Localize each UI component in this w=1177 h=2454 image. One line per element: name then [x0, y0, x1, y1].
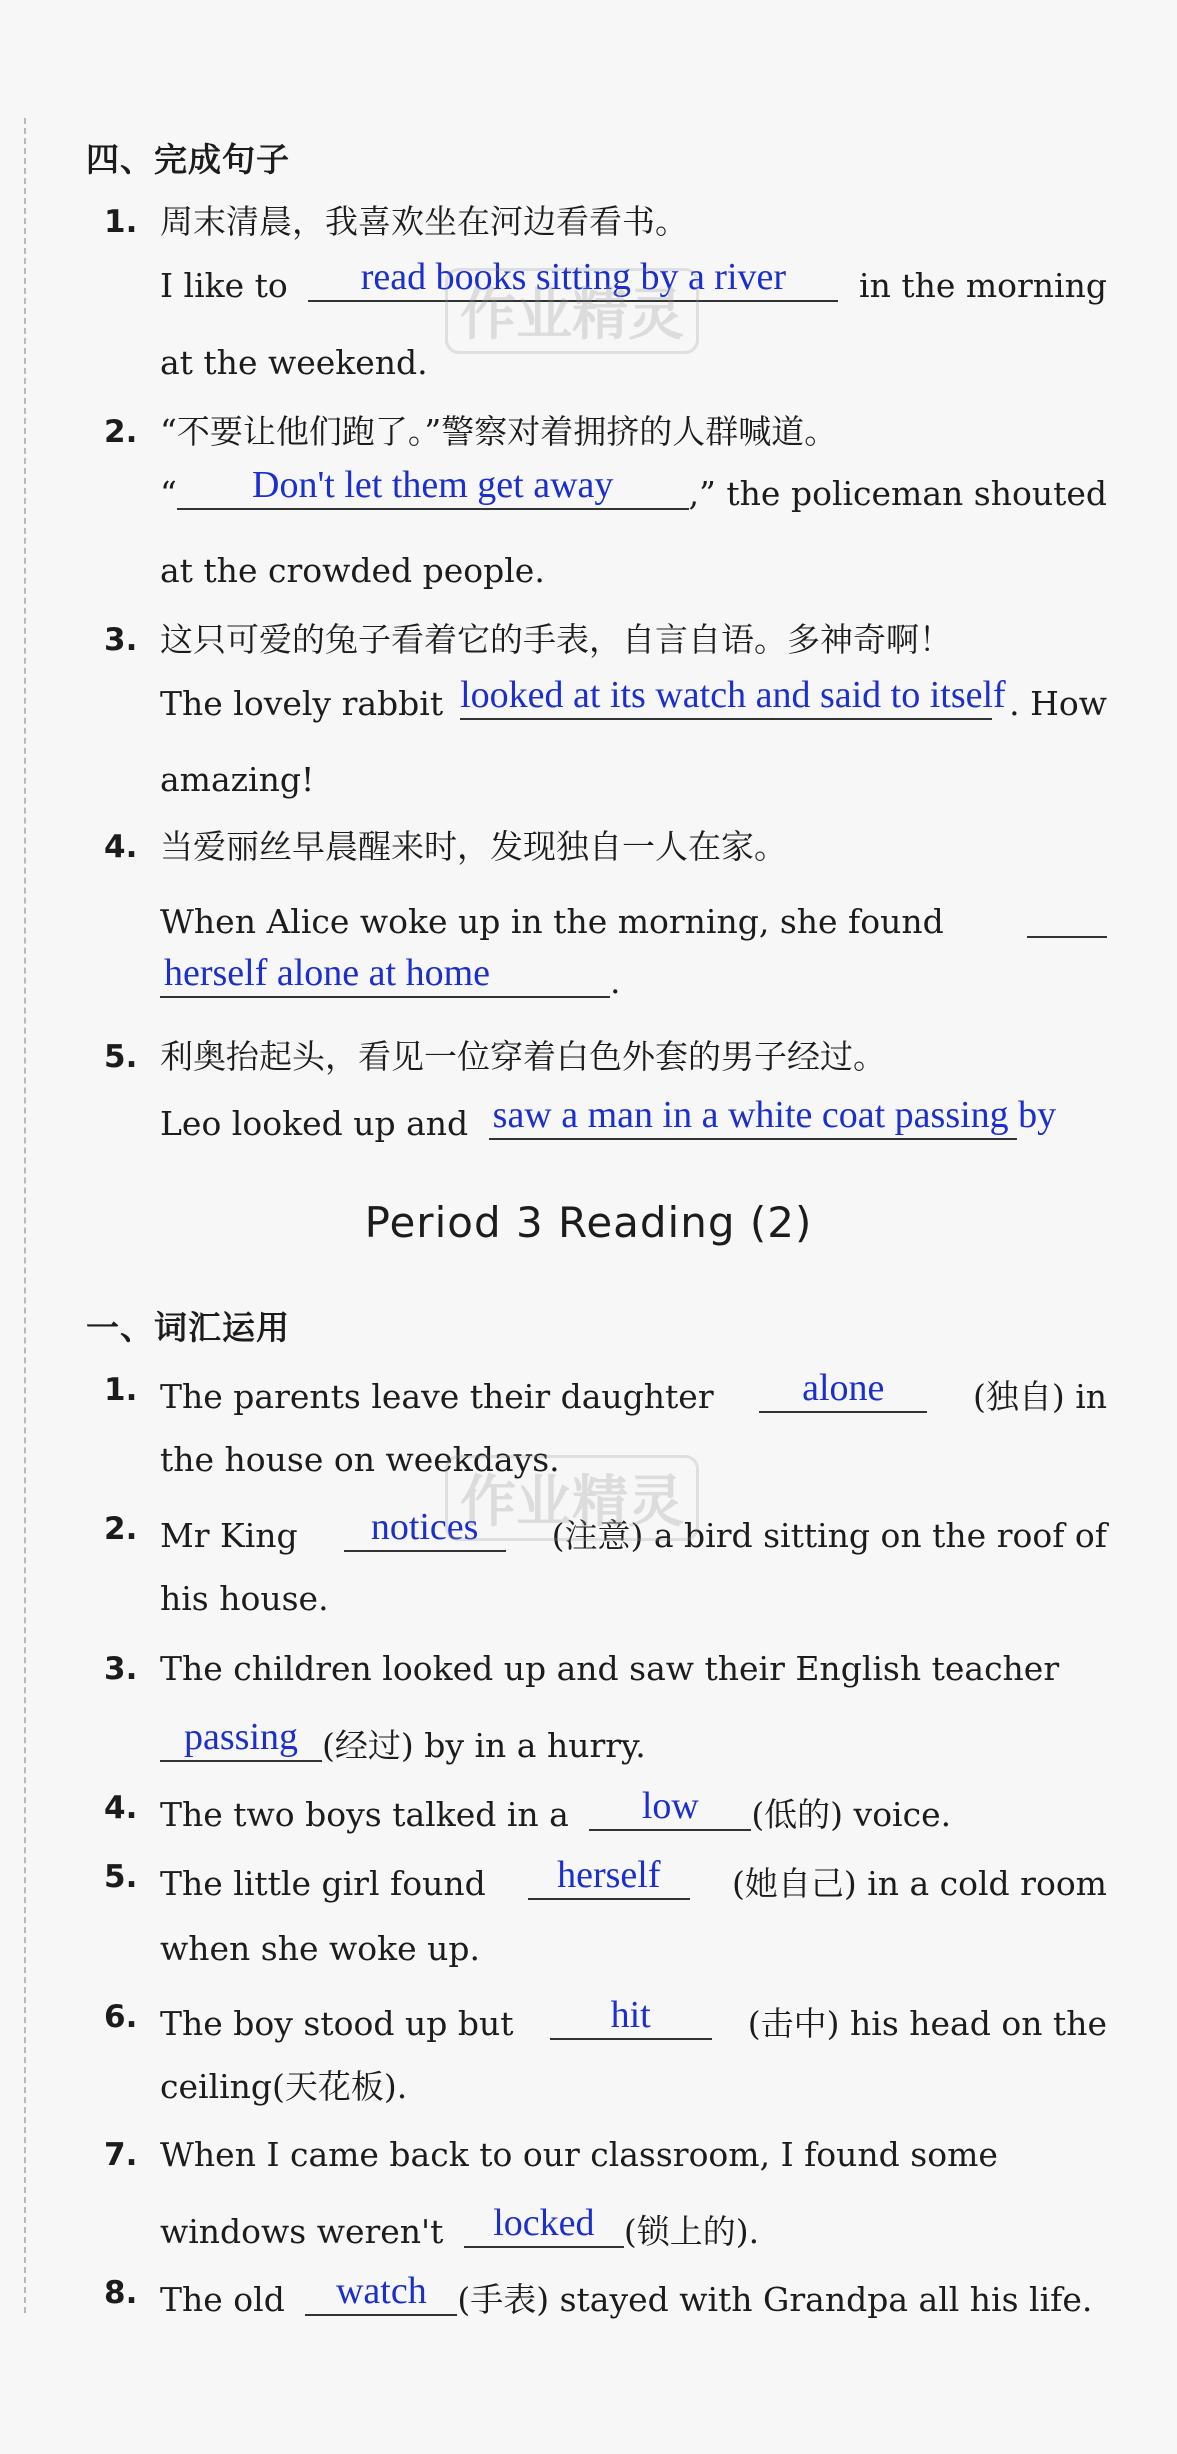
sentence-text: Mr King	[160, 1516, 298, 1555]
answer-blank[interactable]	[464, 2202, 624, 2248]
answer-text: passing	[184, 1716, 298, 1758]
item-number: 4.	[104, 829, 138, 865]
sentence-text: ,” the policeman shouted	[688, 474, 1107, 513]
sentence-text: The lovely rabbit	[160, 684, 444, 723]
sentence-text: .	[610, 962, 621, 1001]
sentence-continuation: amazing!	[160, 760, 315, 799]
vocab-sentence	[160, 2270, 1107, 2319]
period-title: Period 3 Reading (2)	[364, 1198, 813, 1247]
item-number: 6.	[104, 1999, 138, 2035]
vocab-sentence	[160, 1785, 1107, 1834]
answer-blank[interactable]	[589, 1785, 751, 1831]
item-number: 7.	[104, 2137, 138, 2173]
answer-blank[interactable]	[160, 952, 610, 998]
watermark-logo: 作业精灵	[445, 268, 699, 354]
answer-blank[interactable]	[305, 2270, 457, 2316]
item-number: 1.	[104, 1372, 138, 1408]
english-sentence	[160, 1094, 1107, 1143]
sentence-continuation: at the crowded people.	[160, 551, 545, 590]
english-sentence	[160, 464, 1107, 513]
vocab-sentence-line2	[160, 2202, 1107, 2251]
item-number: 1.	[104, 204, 138, 240]
item-number: 4.	[104, 1790, 138, 1826]
sentence-continuation: the house on weekdays.	[160, 1440, 560, 1479]
answer-blank[interactable]	[160, 1716, 322, 1762]
answer-blank[interactable]	[550, 1994, 712, 2040]
answer-text: read books sitting by a river	[360, 256, 787, 298]
chinese-sentence: 这只可爱的兔子看着它的手表，自言自语。多神奇啊！	[160, 620, 952, 659]
item-number: 5.	[104, 1859, 138, 1895]
english-sentence-line2	[160, 952, 1107, 1001]
sentence-continuation: his house.	[160, 1579, 329, 1618]
chinese-sentence: 当爱丽丝早晨醒来时，发现独自一人在家。	[160, 827, 787, 866]
chinese-sentence: 周末清晨，我喜欢坐在河边看看书。	[160, 202, 688, 241]
vocab-sentence: The children looked up and saw their English teacher	[160, 1649, 1060, 1688]
vocab-sentence: When I came back to our classroom, I found some	[160, 2135, 998, 2174]
answer-text: notices	[370, 1506, 479, 1548]
answer-text: herself	[557, 1854, 661, 1896]
watermark-logo: 作业精灵	[445, 1455, 699, 1541]
answer-text: herself alone at home	[164, 952, 491, 994]
answer-text: watch	[335, 2270, 427, 2312]
sentence-text: The two boys talked in a	[160, 1795, 569, 1834]
sentence-text: . How	[1009, 684, 1107, 723]
item-number: 8.	[104, 2275, 138, 2311]
answer-text: saw a man in a white coat passing by	[492, 1094, 1057, 1136]
answer-text: alone	[802, 1367, 885, 1409]
sentence-text: I like to	[160, 266, 288, 305]
answer-text: looked at its watch and said to itself	[460, 674, 1006, 716]
sentence-text: Leo looked up and	[160, 1104, 469, 1143]
item-number: 5.	[104, 1039, 138, 1075]
sentence-text: (独自) in	[972, 1377, 1107, 1416]
sentence-text: “	[160, 474, 177, 513]
answer-blank[interactable]	[177, 464, 689, 510]
sentence-text: (低的) voice.	[751, 1795, 952, 1834]
sentence-text: (注意) a bird sitting on the roof of	[551, 1516, 1107, 1555]
sentence-text: (击中) his head on the	[747, 2004, 1107, 2043]
answer-text: Don't let them get away	[252, 464, 614, 506]
answer-blank-start	[1027, 898, 1107, 938]
item-number: 3.	[104, 1651, 138, 1687]
sentence-continuation: at the weekend.	[160, 343, 428, 382]
sentence-continuation: when she woke up.	[160, 1929, 480, 1968]
section-title-vocabulary: 一、词汇运用	[86, 1308, 290, 1347]
answer-blank[interactable]	[460, 674, 1006, 720]
answer-blank[interactable]	[489, 1094, 1057, 1140]
chinese-sentence: “不要让他们跑了。”警察对着拥挤的人群喊道。	[160, 412, 838, 451]
item-number: 2.	[104, 414, 138, 450]
item-number: 3.	[104, 622, 138, 658]
sentence-text: in the morning	[859, 266, 1107, 305]
answer-text: locked	[493, 2202, 595, 2244]
sentence-text: The boy stood up but	[160, 2004, 514, 2043]
sentence-text: (她自己) in a cold room	[731, 1864, 1107, 1903]
sentence-text: (锁上的).	[623, 2212, 760, 2251]
vocab-sentence	[160, 1367, 1107, 1416]
sentence-continuation: ceiling(天花板).	[160, 2067, 408, 2106]
sentence-text: (手表) stayed with Grandpa all his life.	[457, 2280, 1093, 2319]
sentence-text: (经过) by in a hurry.	[322, 1726, 646, 1765]
english-sentence	[160, 674, 1107, 723]
sentence-text: The parents leave their daughter	[160, 1377, 714, 1416]
vocab-sentence-line2	[160, 1716, 1107, 1765]
answer-text: hit	[610, 1994, 651, 2036]
section-title-complete-sentences: 四、完成句子	[86, 140, 290, 179]
item-number: 2.	[104, 1511, 138, 1547]
answer-blank[interactable]	[759, 1367, 927, 1413]
vocab-sentence	[160, 1994, 1107, 2043]
sentence-text: windows weren't	[160, 2212, 444, 2251]
english-sentence	[160, 898, 1107, 941]
sentence-text: The old	[160, 2280, 285, 2319]
sentence-text: When Alice woke up in the morning, she found	[160, 902, 944, 941]
sentence-text: The little girl found	[160, 1864, 486, 1903]
vocab-sentence	[160, 1854, 1107, 1903]
answer-blank[interactable]	[528, 1854, 690, 1900]
chinese-sentence: 利奥抬起头，看见一位穿着白色外套的男子经过。	[160, 1037, 886, 1076]
answer-text: low	[641, 1785, 699, 1827]
